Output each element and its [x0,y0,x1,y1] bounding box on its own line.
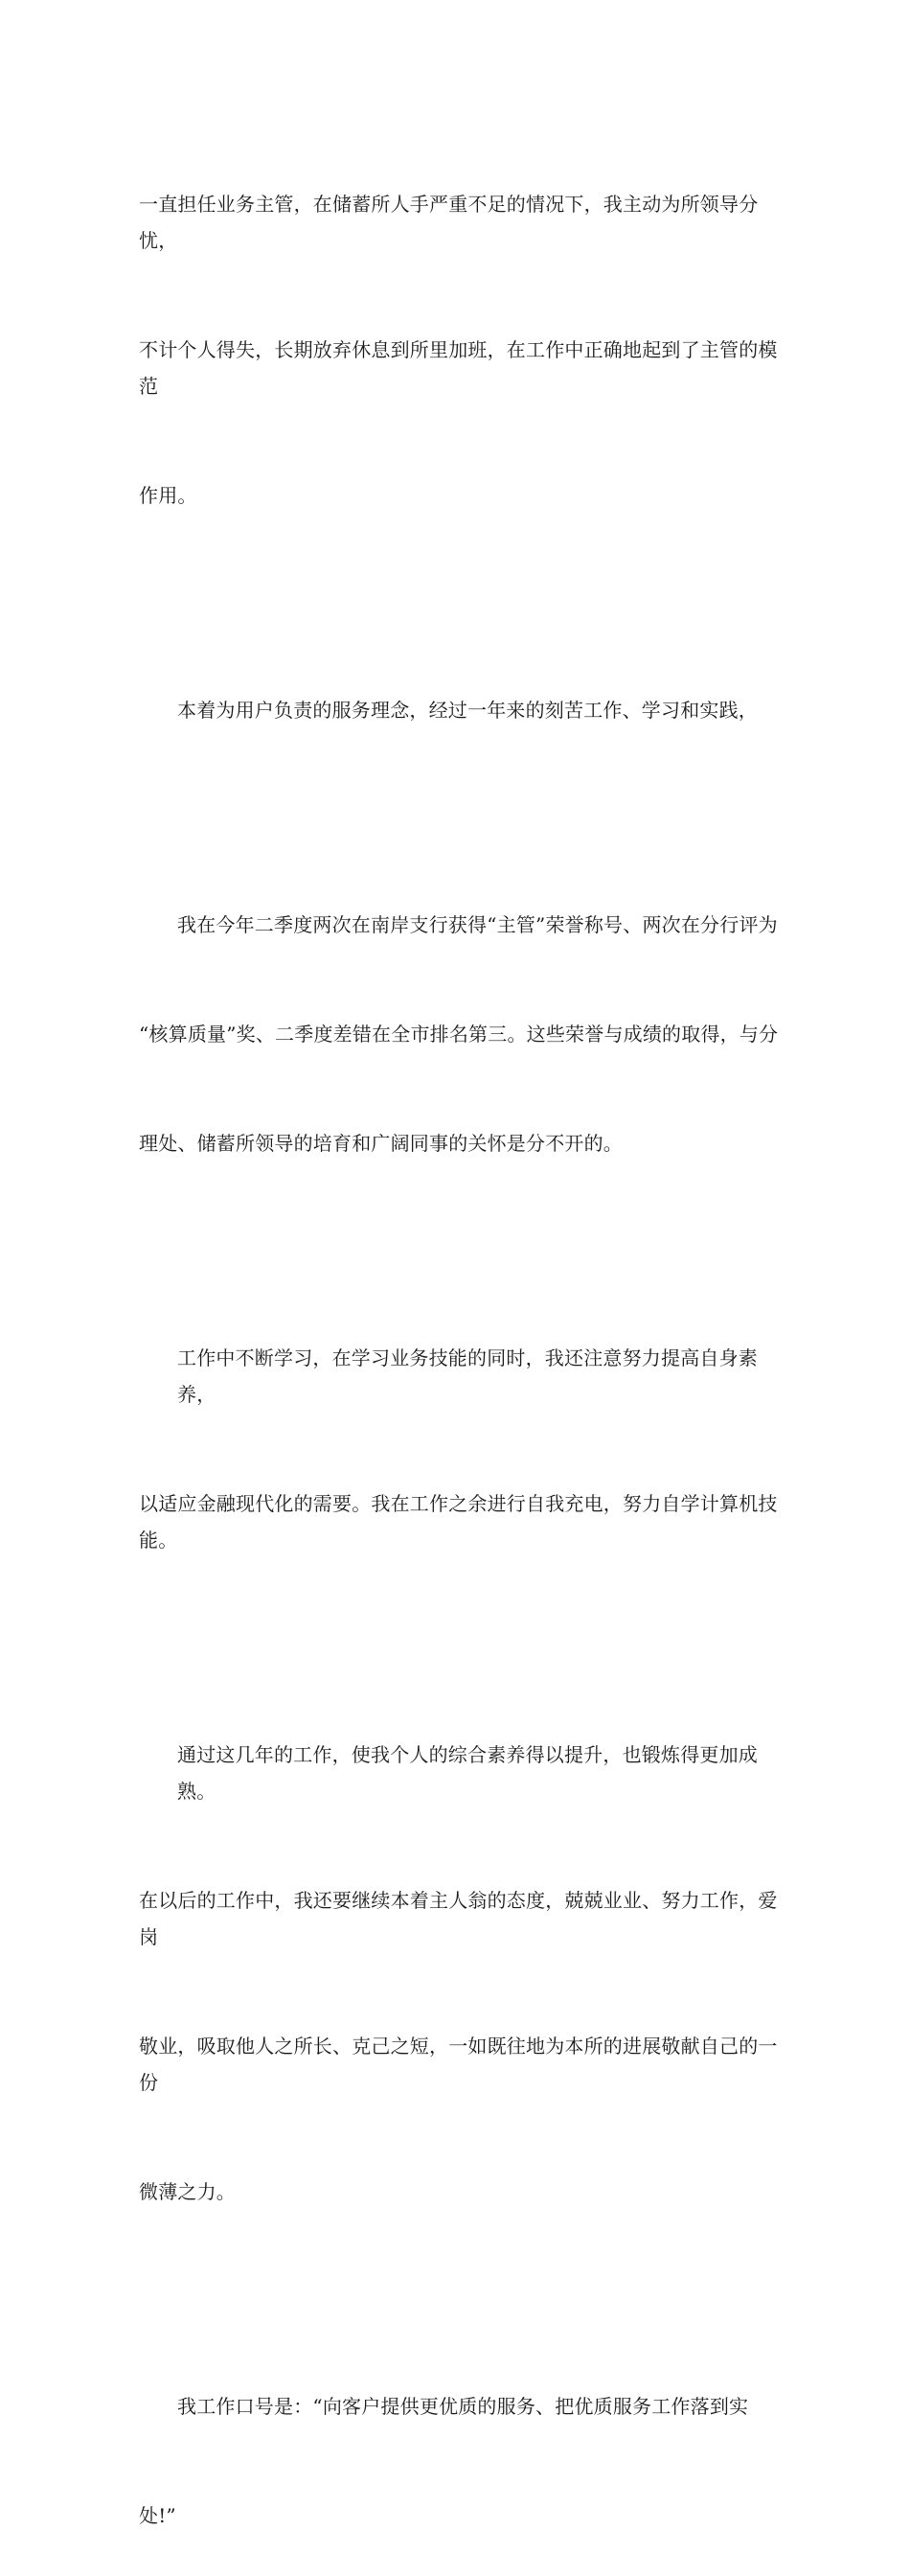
paragraph-line: 通过这几年的工作，使我个人的综合素养得以提升，也锻炼得更加成熟。 [177,1743,758,1803]
paragraph-2 [139,619,781,801]
paragraph-line: 理处、储蓄所领导的培育和广阔同事的关怀是分不开的。 [139,1132,623,1155]
paragraph-line: 微薄之力。 [139,2180,236,2203]
paragraph-line: “核算质量”奖、二季度差错在全市排名第三。这些荣誉与成绩的取得，与分 [139,1023,779,1046]
paragraph-line: 一直担任业务主管，在储蓄所人手严重不足的情况下，我主动为所领导分忧， [139,193,759,252]
paragraph-5 [139,1664,781,2283]
paragraph-line: 以适应金融现代化的需要。我在工作之余进行自我充电，努力自学计算机技能。 [139,1492,778,1552]
paragraph-line: 我工作口号是：“向客户提供更优质的服务、把优质服务工作落到实 [177,2395,749,2418]
paragraph-line: 敬业，吸取他人之所长、克己之短，一如既往地为本所的进展敬献自己的一份 [139,2035,778,2094]
paragraph-line: 不计个人得失，长期放弃休息到所里加班，在工作中正确地起到了主管的模范 [139,338,778,398]
paragraph-line: 本着为用户负责的服务理念，经过一年来的刻苦工作、学习和实践， [177,699,758,722]
paragraph-1 [139,113,781,586]
paragraph-line: 在以后的工作中，我还要继续本着主人翁的态度，兢兢业业、努力工作，爱岗 [139,1889,778,1948]
paragraph-line: 工作中不断学习，在学习业务技能的同时，我还注意努力提高自身素养， [177,1346,758,1406]
paragraph-6 [139,2315,781,2576]
paragraph-line: 作用。 [139,484,197,507]
paragraph-line: 处!” [139,2504,176,2527]
document-body [139,113,781,2576]
paragraph-3 [139,834,781,1234]
paragraph-4 [139,1267,781,1631]
paragraph-line: 我在今年二季度两次在南岸支行获得“主管”荣誉称号、两次在分行评为 [177,913,778,936]
